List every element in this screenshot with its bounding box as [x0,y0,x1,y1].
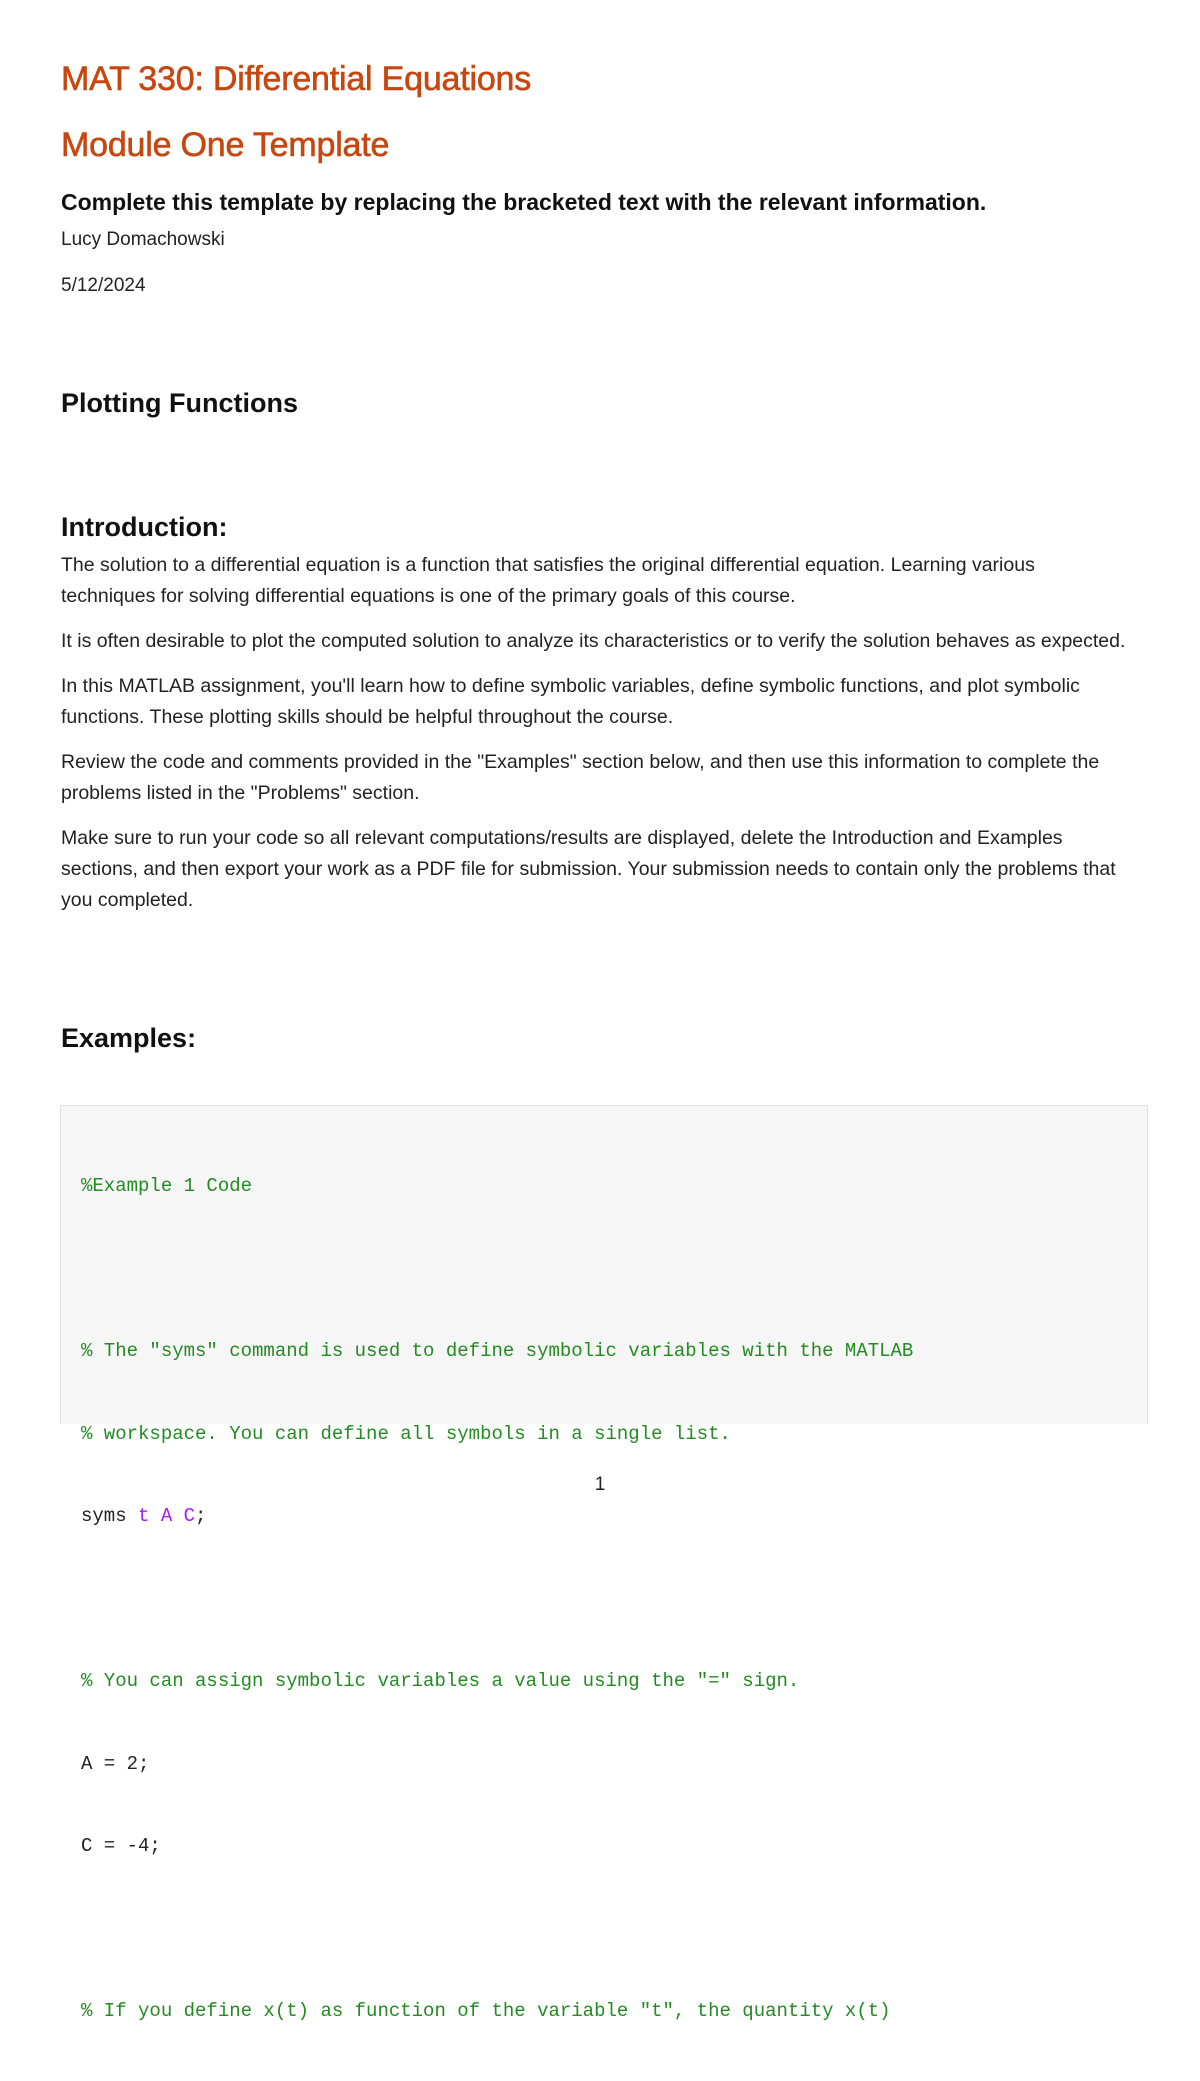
code-terminator: ; [195,1505,207,1527]
intro-paragraph: It is often desirable to plot the computed solution to analyze its characteristics or to verify the solution behaves as expected. [61,630,1126,652]
intro-paragraph: In this MATLAB assignment, you'll learn how to define symbolic variables, define symbolic functions, and plot symbolic functions. These plotting skills should be helpful throughout the course. [61,675,1080,728]
examples-heading: Examples: [61,1023,197,1053]
code-statement-line: A = 2; [81,1752,150,1775]
intro-paragraph: Make sure to run your code so all relevant computations/results are displayed, delete the Introduction and Examples sections, and then export your work as a PDF file for submission. Your submission needs to contain only the problems that you completed. [61,827,1116,911]
intro-paragraph: Review the code and comments provided in the "Examples" section below, and then use this information to complete the problems listed in the "Problems" section. [61,751,1100,804]
author-name: Lucy Domachowski [61,229,225,250]
introduction-heading: Introduction: [61,512,228,542]
code-comment-line: % If you define x(t) as function of the variable "t", the quantity x(t) [81,2000,891,2022]
template-instruction: Complete this template by replacing the bracketed text with the relevant information. [61,189,987,215]
plotting-functions-heading: Plotting Functions [61,388,298,418]
code-statement-line: C = -4; [81,1835,161,1857]
code-blank-line [81,1586,913,1614]
code-comment-line: % workspace. You can define all symbols in a single list. [81,1422,731,1445]
page-number: 1 [594,1474,606,1495]
code-comment-line: % The "syms" command is used to define symbolic variables with the MATLAB [81,1340,914,1362]
code-keyword: syms [81,1505,139,1527]
code-comment-line: %Example 1 Code [81,1175,253,1197]
module-title: Module One Template [61,126,390,164]
course-title: MAT 330: Differential Equations [61,60,532,98]
code-lines [81,1118,913,2081]
code-symbol-list: t A C [138,1505,196,1527]
code-blank-line [81,1256,913,1284]
code-comment-line: % You can assign symbolic variables a value using the "=" sign. [81,1670,800,1692]
code-block [60,1105,1148,2022]
intro-paragraph: The solution to a differential equation is a function that satisfies the original differential equation. Learning various techniques for solving differential equations is one of the primary goals of this course. [61,554,1035,607]
introduction-body [61,550,1131,930]
code-blank-line [81,1916,913,1944]
code-syms-line [81,1503,913,1531]
document-date: 5/12/2024 [61,275,146,296]
